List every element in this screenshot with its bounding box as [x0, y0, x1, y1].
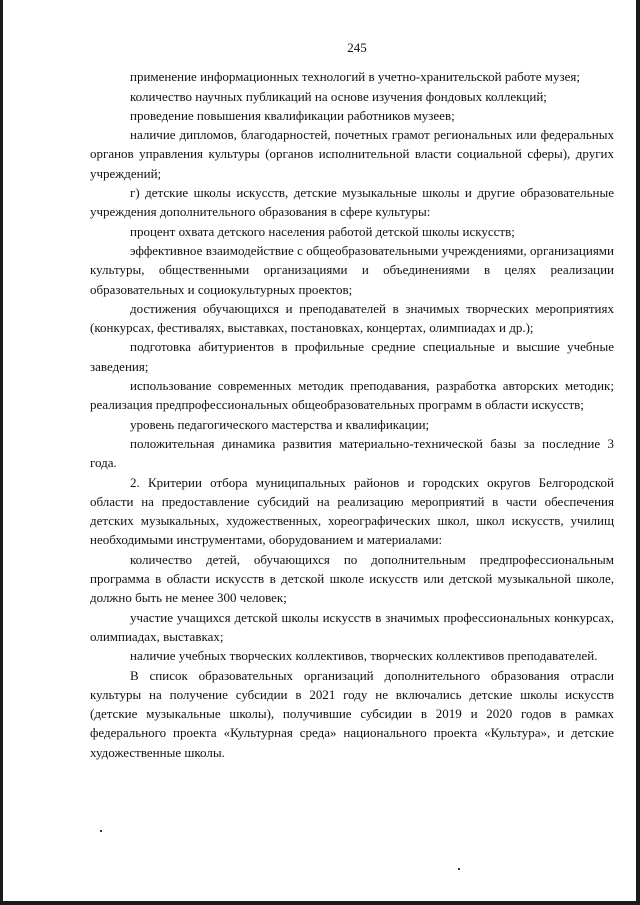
paragraph: применение информационных технологий в учетно-хранительской работе музея;: [130, 69, 580, 85]
paragraph: положительная динамика развития материально-технической базы за последние 3 года.: [90, 435, 614, 471]
paragraph: количество детей, обучающихся по дополнительным предпрофессиональным программа в области искусств в детской школе искусств или детской музыкальной школе, должно быть не менее 300 человек;: [90, 551, 614, 606]
paragraph: наличие дипломов, благодарностей, почетных грамот региональных или федеральных органов управления культуры (органов исполнительной власти социальной сферы), других учреждений;: [90, 127, 614, 181]
paragraph: количество научных публикаций на основе изучения фондовых коллекций;: [130, 88, 547, 104]
paragraph: г) детские школы искусств, детские музыкальные школы и другие образовательные учреждения дополнительного образования в сфере культуры:: [90, 185, 614, 220]
paragraph: наличие учебных творческих коллективов, творческих коллективов преподавателей.: [130, 648, 598, 664]
paragraph: использование современных методик преподавания, разработка авторских методик; реализация предпрофессиональных общеобразовательных программ в области искусств;: [90, 378, 614, 413]
paragraph: подготовка абитуриентов в профильные средние специальные и высшие учебные заведения;: [90, 339, 614, 374]
scan-speck: [100, 830, 102, 832]
paragraph: В список образовательных организаций дополнительного образования отрасли культуры на получение субсидии в 2021 году не включались детские школы искусств (детские музыкальные школы), получившие субсидии в 2019 и 2020 годов в рамках федерального проекта «Культурная среда» национального проекта «Культура», и детские художественные школы.: [90, 667, 614, 760]
paragraph: 2. Критерии отбора муниципальных районов и городских округов Белгородской области на предоставление субсидий на реализацию мероприятий в части обеспечения детских музыкальных, художественных, хореографических школ, школ искусств, училищ необходимыми инструментами, оборудованием и материалами:: [90, 474, 614, 548]
scan-border-left: [0, 0, 3, 905]
scan-border-right: [636, 0, 640, 905]
paragraph: проведение повышения квалификации работников музеев;: [130, 107, 455, 123]
document-page: [90, 38, 614, 762]
paragraph: уровень педагогического мастерства и квалификации;: [130, 416, 430, 432]
scan-speck: [458, 868, 460, 870]
document-body: [90, 67, 614, 762]
paragraph: участие учащихся детской школы искусств в значимых профессиональных конкурсах, олимпиадах, выставках;: [90, 609, 614, 644]
paragraph: процент охвата детского населения работой детской школы искусств;: [130, 223, 515, 239]
scan-border-bottom: [0, 901, 640, 905]
page-number: 245: [347, 40, 367, 55]
paragraph: эффективное взаимодействие с общеобразовательными учреждениями, организациями культуры, общественными организациями и объединениями в целях реализации образовательных и социокультурных проектов;: [90, 242, 614, 297]
paragraph: достижения обучающихся и преподавателей в значимых творческих мероприятиях (конкурсах, фестивалях, выставках, постановках, концертах, олимпиадах и др.);: [90, 300, 614, 336]
